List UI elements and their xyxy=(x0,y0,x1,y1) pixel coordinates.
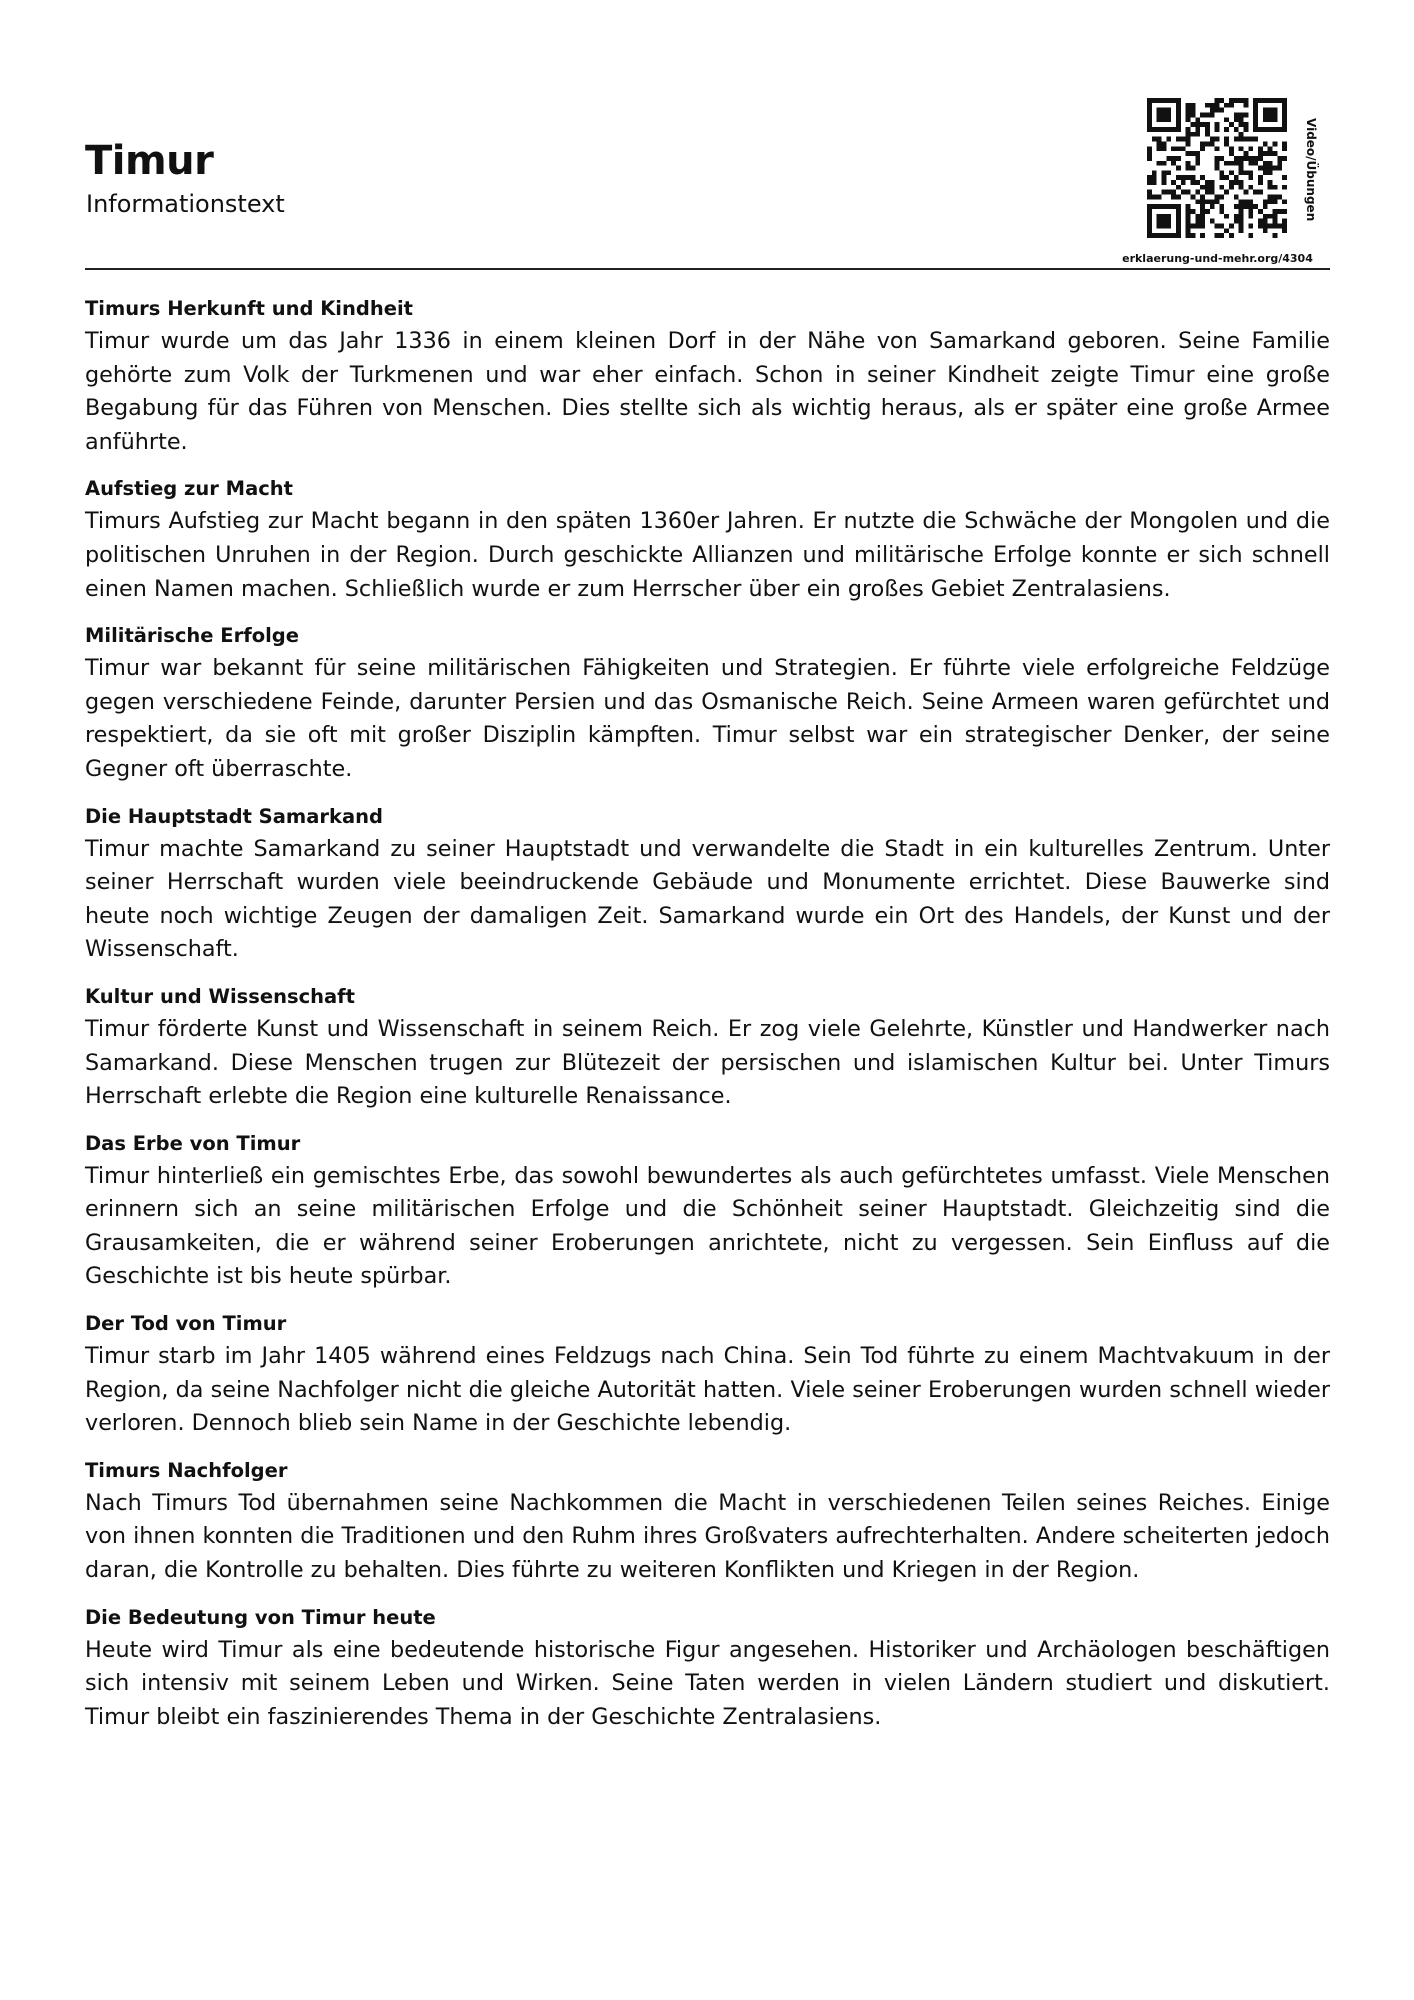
section-tod xyxy=(85,1307,1330,1441)
article-body xyxy=(85,292,1330,1747)
video-exercises-label: Video/Übungen xyxy=(1304,118,1318,222)
section-paragraph: Timur hinterließ ein gemischtes Erbe, das sowohl bewundertes als auch gefürchtetes umfasst. Viele Menschen erinnern sich an seine militärischen Erfolge und die Schönheit seiner Hauptstadt. Gleichzeitig sind die Grausamkeiten, die er während seiner Eroberungen anrichtete, nicht zu vergessen. Sein Einfluss auf die Geschichte ist bis heute spürbar. xyxy=(85,1162,1330,1290)
section-paragraph: Heute wird Timur als eine bedeutende historische Figur angesehen. Historiker und Archäologen beschäftigen sich intensiv mit seinem Leben und Wirken. Seine Taten werden in vielen Ländern studiert und diskutiert. Timur bleibt ein faszinierendes Thema in der Geschichte Zentralasiens. xyxy=(85,1636,1330,1730)
qr-code-icon[interactable] xyxy=(1147,98,1287,238)
qr-code-graphic xyxy=(1147,98,1287,238)
section-heading: Die Hauptstadt Samarkand xyxy=(85,804,383,828)
section-heading: Der Tod von Timur xyxy=(85,1312,287,1336)
section-heading: Militärische Erfolge xyxy=(85,624,299,648)
section-bedeutung xyxy=(85,1601,1330,1735)
section-heading: Das Erbe von Timur xyxy=(85,1131,301,1155)
section-heading: Die Bedeutung von Timur heute xyxy=(85,1605,436,1629)
page-title: Timur xyxy=(85,138,214,184)
section-aufstieg xyxy=(85,472,1330,606)
section-militaer xyxy=(85,619,1330,786)
section-heading: Aufstieg zur Macht xyxy=(85,477,294,501)
section-paragraph: Timurs Aufstieg zur Macht begann in den späten 1360er Jahren. Er nutzte die Schwäche der Mongolen und die politischen Unruhen in der Region. Durch geschickte Allianzen und militärische Erfolge konnte er sich schnell einen Namen machen. Schließlich wurde er zum Herrscher über ein großes Gebiet Zentralasiens. xyxy=(85,508,1330,602)
section-nachfolger xyxy=(85,1454,1330,1588)
header-divider xyxy=(85,268,1330,270)
section-paragraph: Timur förderte Kunst und Wissenschaft in seinem Reich. Er zog viele Gelehrte, Künstler und Handwerker nach Samarkand. Diese Menschen trugen zur Blütezeit der persischen und islamischen Kultur bei. Unter Timurs Herrschaft erlebte die Region eine kulturelle Renaissance. xyxy=(85,1015,1330,1110)
section-heading: Timurs Herkunft und Kindheit xyxy=(85,297,413,320)
section-paragraph: Timur wurde um das Jahr 1336 in einem kleinen Dorf in der Nähe von Samarkand geboren. Seine Familie gehörte zum Volk der Turkmenen und war eher einfach. Schon in seiner Kindheit zeigte Timur eine große Begabung für das Führen von Menschen. Dies stellte sich als wichtig heraus, als er später eine große Armee anführte. xyxy=(85,328,1330,455)
section-kultur xyxy=(85,980,1330,1114)
section-herkunft xyxy=(85,292,1330,459)
section-hauptstadt xyxy=(85,800,1330,967)
section-paragraph: Nach Timurs Tod übernahmen seine Nachkommen die Macht in verschiedenen Teilen seines Reiches. Einige von ihnen konnten die Traditionen und den Ruhm ihres Großvaters aufrechterhalten. Andere scheiterten jedoch daran, die Kontrolle zu behalten. Dies führte zu weiteren Konflikten und Kriegen in der Region. xyxy=(85,1489,1330,1584)
page-subtitle: Informationstext xyxy=(86,190,285,218)
section-paragraph: Timur machte Samarkand zu seiner Hauptstadt und verwandelte die Stadt in ein kulturelles Zentrum. Unter seiner Herrschaft wurden viele beeindruckende Gebäude und Monumente errichtet. Diese Bauwerke sind heute noch wichtige Zeugen der damaligen Zeit. Samarkand wurde ein Ort des Handels, der Kunst und der Wissenschaft. xyxy=(85,835,1330,963)
section-erbe xyxy=(85,1127,1330,1294)
section-paragraph: Timur war bekannt für seine militärischen Fähigkeiten und Strategien. Er führte viele erfolgreiche Feldzüge gegen verschiedene Feinde, darunter Persien und das Osmanische Reich. Seine Armeen waren gefürchtet und respektiert, da sie oft mit großer Disziplin kämpften. Timur selbst war ein strategischer Denker, der seine Gegner oft überraschte. xyxy=(85,655,1330,782)
section-heading: Timurs Nachfolger xyxy=(85,1458,288,1482)
qr-url-label: erklaerung-und-mehr.org/4304 xyxy=(1122,252,1313,265)
section-paragraph: Timur starb im Jahr 1405 während eines Feldzugs nach China. Sein Tod führte zu einem Machtvakuum in der Region, da seine Nachfolger nicht die gleiche Autorität hatten. Viele seiner Eroberungen wurden schnell wieder verloren. Dennoch blieb sein Name in der Geschichte lebendig. xyxy=(85,1343,1330,1437)
section-heading: Kultur und Wissenschaft xyxy=(85,984,355,1008)
